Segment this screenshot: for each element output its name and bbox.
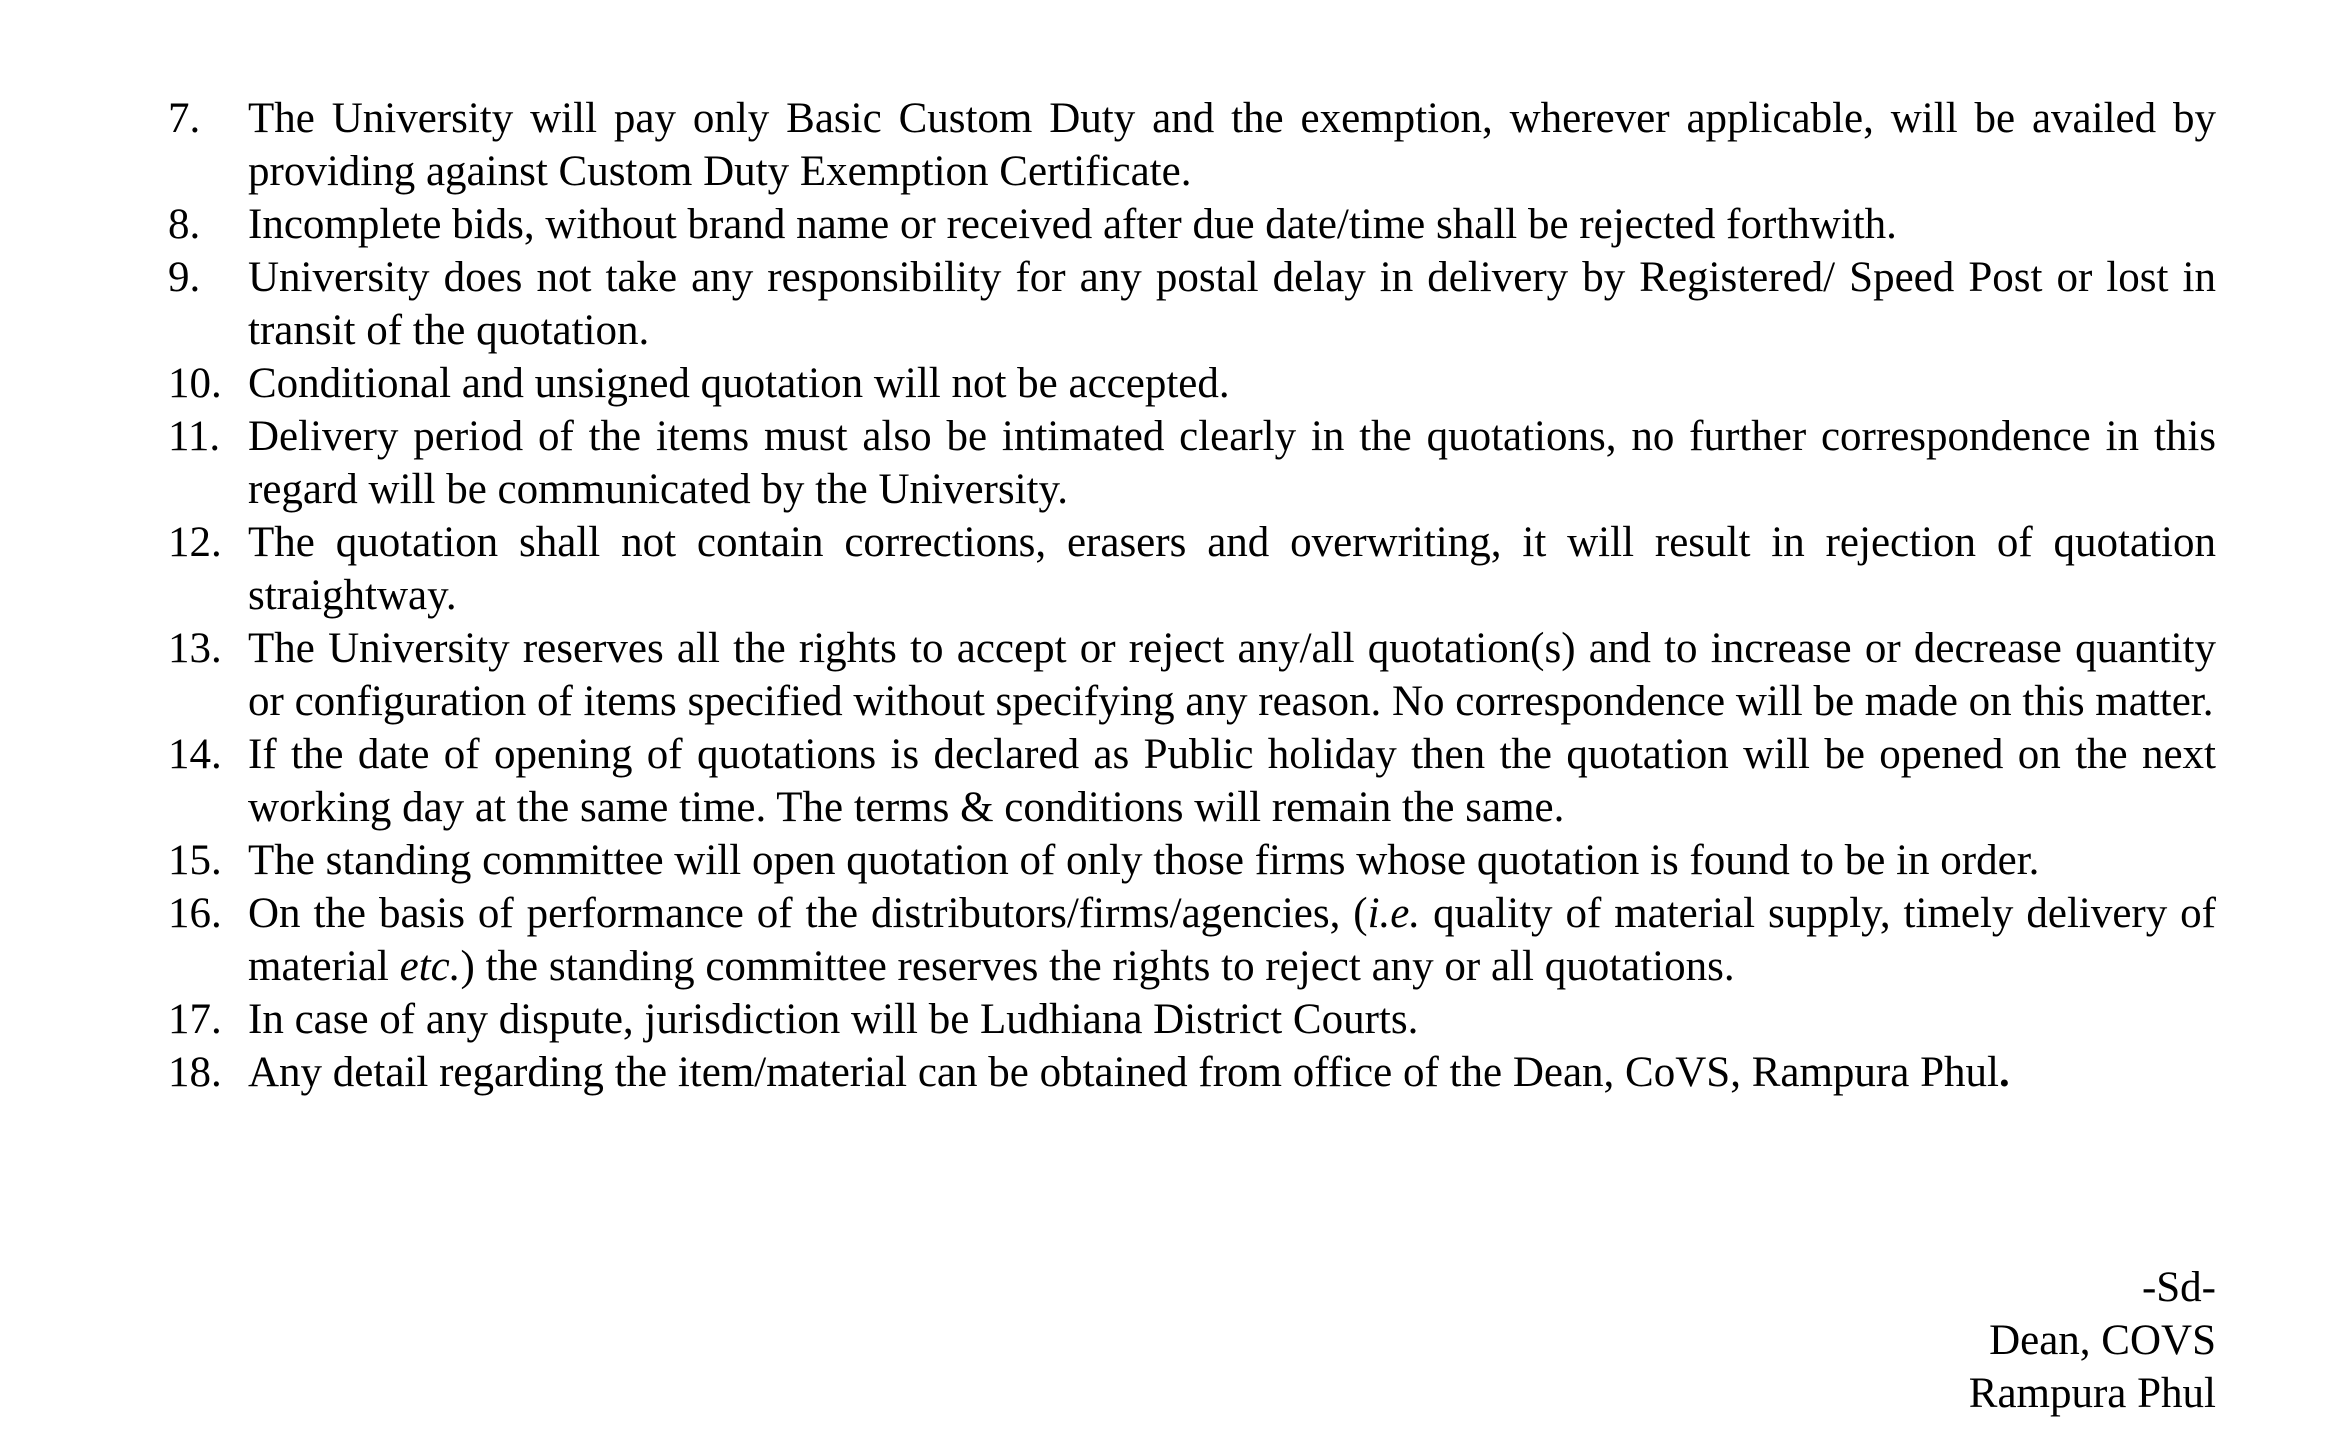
term-number: 16. [168,890,222,937]
term-number: 17. [168,996,222,1043]
term-item [168,251,2216,357]
term-text-italic: etc. [399,943,461,990]
term-item [168,887,2216,993]
term-text: The University will pay only Basic Custom Duty and the exemption, wherever applicable, will be availed by providing against Custom Duty Exemption Certificate. [248,95,2216,195]
term-item [168,834,2216,887]
term-item [168,728,2216,834]
term-text-part: quality of material supply, timely delivery of material [248,890,2216,990]
term-item [168,516,2216,622]
term-text-part: Any detail regarding the item/material can be obtained from office of the Dean, CoVS, Rampura Phul [248,1049,1999,1096]
signature-place: Rampura Phul [1968,1370,2216,1417]
term-number: 13. [168,625,222,672]
term-number: 8. [168,201,201,248]
term-text-italic: i.e. [1367,890,1421,937]
term-text: Delivery period of the items must also be intimated clearly in the quotations, no further correspondence in this regard will be communicated by the University. [248,413,2216,513]
term-text: In case of any dispute, jurisdiction will be Ludhiana District Courts. [248,996,1419,1043]
term-text: Incomplete bids, without brand name or received after due date/time shall be rejected forthwith. [248,201,1897,248]
term-text-part: ) the standing committee reserves the rights to reject any or all quotations. [460,943,1735,990]
term-number: 11. [168,413,221,460]
term-number: 15. [168,837,222,884]
term-item [168,410,2216,516]
term-text: If the date of opening of quotations is declared as Public holiday then the quotation will be opened on the next working day at the same time. The terms & conditions will remain the same. [248,731,2216,831]
term-number: 7. [168,95,201,142]
term-text-part: On the basis of performance of the distributors/firms/agencies, ( [248,890,1368,937]
signature-sd: -Sd- [2141,1264,2216,1311]
term-text: The University reserves all the rights to accept or reject any/all quotation(s) and to increase or decrease quantity or configuration of items specified without specifying any reason. No correspondence will be made on this matter. [248,625,2216,725]
term-number: 10. [168,360,222,407]
term-text: The quotation shall not contain corrections, erasers and overwriting, it will result in rejection of quotation straightway. [248,519,2216,619]
term-item [168,357,2216,410]
terms-list [168,92,2216,1099]
term-text: The standing committee will open quotation of only those firms whose quotation is found to be in order. [248,837,2040,884]
term-text-bold: . [1998,1049,2010,1096]
term-text: Conditional and unsigned quotation will not be accepted. [248,360,1230,407]
term-text: University does not take any responsibility for any postal delay in delivery by Registered/ Speed Post or lost in transit of the quotation. [248,254,2216,354]
term-number: 18. [168,1049,222,1096]
term-item [168,198,2216,251]
term-number: 9. [168,254,201,301]
term-text [248,887,2216,993]
signature-designation: Dean, COVS [1989,1317,2216,1364]
term-text [248,1046,2216,1099]
term-item [168,993,2216,1046]
term-number: 12. [168,519,222,566]
term-item [168,1046,2216,1099]
term-number: 14. [168,731,222,778]
term-item [168,92,2216,198]
signature-block [1969,1261,2216,1420]
term-item [168,622,2216,728]
